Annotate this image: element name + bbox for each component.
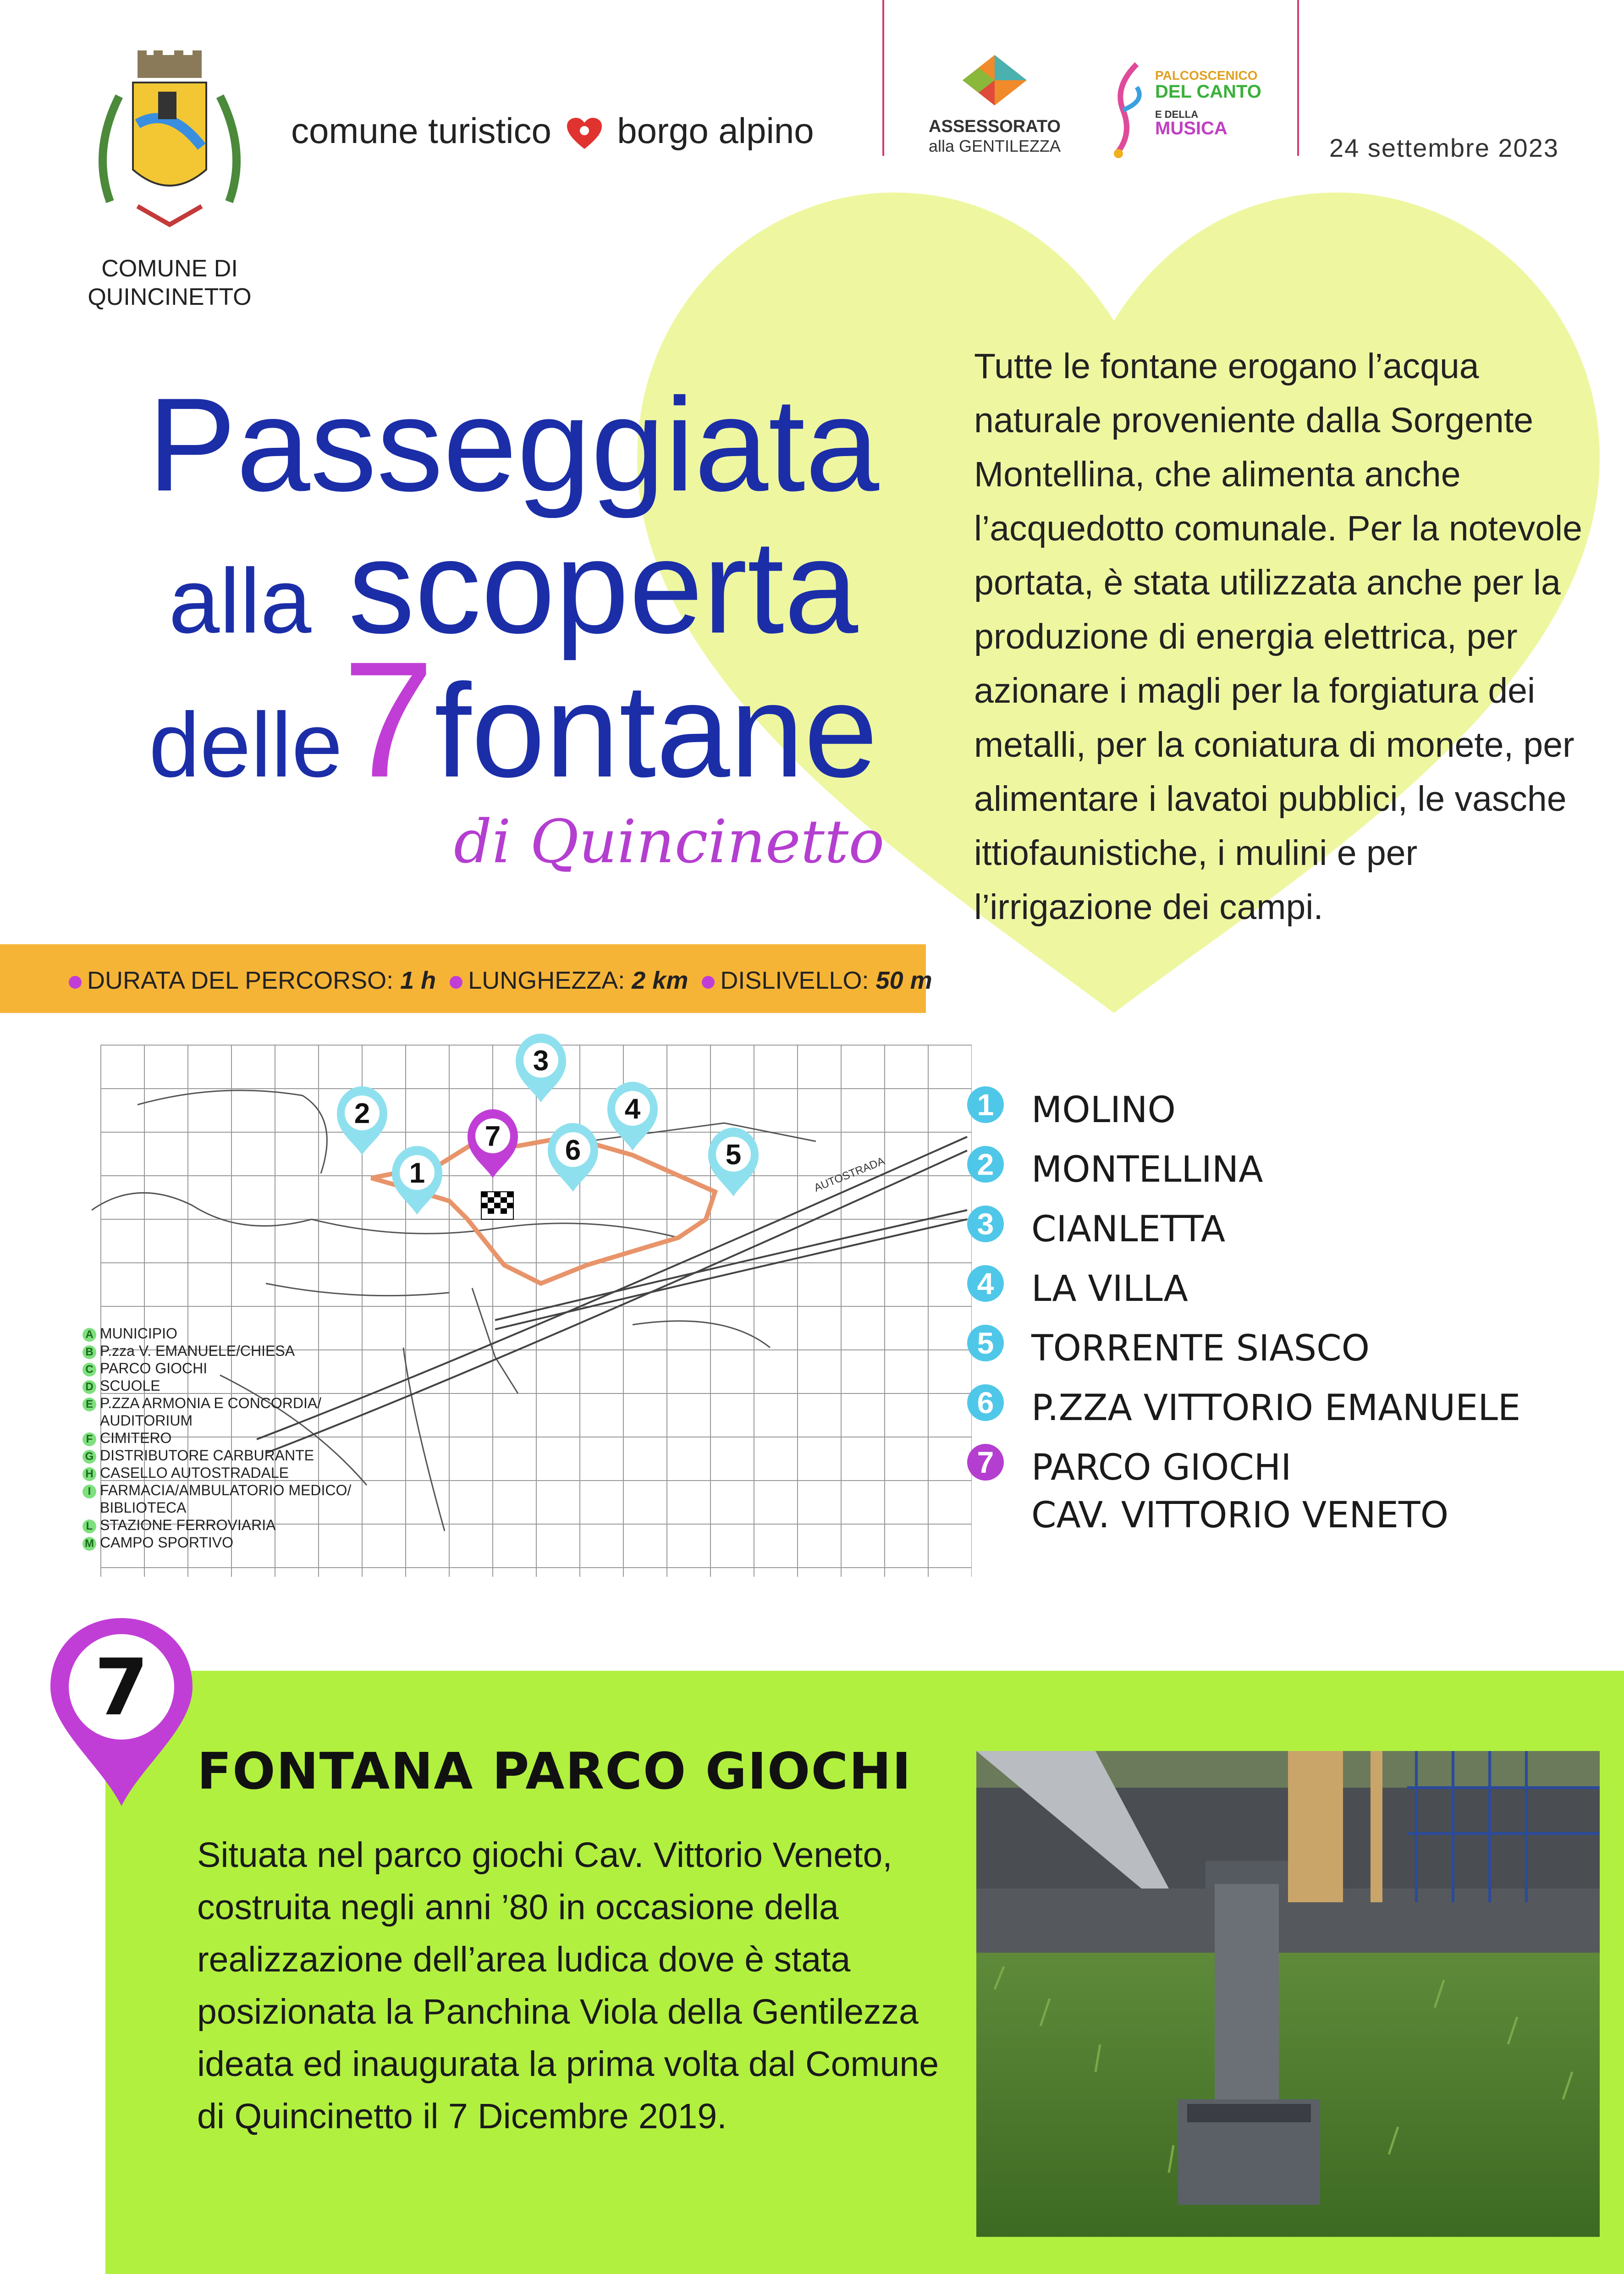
section-number: 7 bbox=[94, 1642, 149, 1733]
map-pin-2 bbox=[337, 1086, 387, 1155]
title-word: alla bbox=[168, 550, 312, 652]
map-pin-6 bbox=[548, 1123, 598, 1192]
legend-letter-icon: G bbox=[83, 1450, 96, 1464]
fountain-number-icon: 4 bbox=[967, 1265, 1004, 1302]
map-pin-icon bbox=[46, 1613, 197, 1811]
palco-line1: PALCOSCENICO bbox=[1155, 68, 1258, 83]
header-divider bbox=[882, 0, 884, 156]
legend-text: DISTRIBUTORE CARBURANTE bbox=[100, 1447, 314, 1464]
autostrada-label: AUTOSTRADA bbox=[812, 1155, 886, 1195]
tagline bbox=[291, 110, 814, 152]
legend-letter-icon: I bbox=[83, 1485, 96, 1498]
title-line2 bbox=[83, 512, 944, 670]
legend-letter-icon: F bbox=[83, 1432, 96, 1446]
fountain-item bbox=[967, 1384, 1618, 1432]
fountain-label: P.ZZA VITTORIO EMANUELE bbox=[1031, 1388, 1521, 1429]
fountain-number-icon: 1 bbox=[967, 1086, 1004, 1123]
map-pin-number: 6 bbox=[565, 1134, 581, 1166]
map-pin-number: 4 bbox=[624, 1093, 641, 1125]
palco-line2: DEL CANTO bbox=[1155, 82, 1261, 102]
fountain-item bbox=[967, 1325, 1618, 1372]
fountain-label: PARCO GIOCHI CAV. VITTORIO VENETO bbox=[1031, 1447, 1449, 1536]
legend-item bbox=[83, 1394, 367, 1412]
map-pin-4 bbox=[607, 1082, 658, 1151]
legend-text: PARCO GIOCHI bbox=[100, 1360, 208, 1377]
map-pin-1 bbox=[392, 1146, 442, 1215]
legend-item bbox=[83, 1325, 367, 1342]
legend-item bbox=[83, 1481, 367, 1499]
elevation-value: 50 m bbox=[875, 967, 932, 994]
legend-item bbox=[83, 1360, 367, 1377]
legend-text: CIMITERO bbox=[100, 1430, 172, 1446]
legend-text: FARMACIA/AMBULATORIO MEDICO/ bbox=[100, 1482, 352, 1498]
subtitle: di Quincinetto bbox=[454, 807, 885, 876]
legend-item bbox=[83, 1464, 367, 1481]
map-pin-number: 5 bbox=[725, 1139, 742, 1171]
legend-text: P.ZZA ARMONIA E CONCORDIA/ bbox=[100, 1395, 322, 1411]
fountain-label: MOLINO bbox=[1031, 1090, 1176, 1131]
legend-letter-icon: H bbox=[83, 1467, 96, 1481]
fountain-label: MONTELLINA bbox=[1031, 1149, 1263, 1190]
map-pin-number: 2 bbox=[354, 1098, 370, 1129]
assessorato-line1: ASSESSORATO bbox=[929, 117, 1061, 136]
map-legend bbox=[83, 1325, 367, 1551]
duration-value: 1 h bbox=[400, 967, 436, 994]
assessorato-line2: alla GENTILEZZA bbox=[928, 137, 1061, 155]
map-pin-3 bbox=[516, 1034, 566, 1102]
legend-item bbox=[83, 1342, 367, 1360]
map-pin-number: 3 bbox=[533, 1045, 549, 1077]
fountain-list bbox=[967, 1086, 1618, 1551]
assessorato-logo bbox=[926, 55, 1063, 156]
elevation-label: DISLIVELLO: bbox=[720, 967, 869, 994]
section-title: FONTANA PARCO GIOCHI bbox=[197, 1742, 912, 1800]
route-info-bar bbox=[0, 944, 932, 1013]
route-info bbox=[69, 966, 932, 995]
map-pin-number: 7 bbox=[484, 1121, 501, 1152]
section-body: Situata nel parco giochi Cav. Vittorio Veneto, costruita negli anni ’80 in occasione della realizzazione dell’area ludica dove è stata posizionata la Panchina Viola della Gentilezza ideata ed inaugurata la prima volta dal Comune di Quincinetto il 7 Dicembre 2019. bbox=[197, 1835, 939, 2136]
legend-item bbox=[83, 1447, 367, 1464]
legend-text: MUNICIPIO bbox=[100, 1325, 177, 1342]
legend-text: AUDITORIUM bbox=[100, 1412, 193, 1429]
fountain-label: CIANLETTA bbox=[1031, 1209, 1226, 1250]
legend-text: CASELLO AUTOSTRADALE bbox=[100, 1465, 289, 1481]
tagline-left: comune turistico bbox=[291, 110, 551, 151]
title-word: Passeggiata bbox=[147, 370, 880, 519]
fountain-number-icon: 3 bbox=[967, 1206, 1004, 1242]
fountain-number-icon: 6 bbox=[967, 1384, 1004, 1421]
legend-text: STAZIONE FERROVIARIA bbox=[100, 1517, 276, 1533]
fountain-item bbox=[967, 1206, 1618, 1253]
header-divider bbox=[1297, 0, 1299, 156]
legend-item bbox=[83, 1412, 367, 1429]
treble-clef-icon bbox=[1105, 60, 1155, 160]
map-pin-number: 1 bbox=[409, 1157, 425, 1189]
legend-letter-icon: D bbox=[83, 1380, 96, 1394]
comune-crest-logo bbox=[83, 50, 257, 252]
title-number: 7 bbox=[342, 628, 435, 812]
legend-item bbox=[83, 1429, 367, 1447]
fountain-item bbox=[967, 1265, 1618, 1313]
bullet-icon bbox=[450, 976, 462, 989]
legend-letter-icon: E bbox=[83, 1398, 96, 1411]
fountain-item bbox=[967, 1444, 1618, 1539]
duration-label: DURATA DEL PERCORSO: bbox=[87, 967, 394, 994]
bullet-icon bbox=[69, 976, 82, 989]
fountain-photo bbox=[976, 1751, 1600, 2237]
legend-text: CAMPO SPORTIVO bbox=[100, 1534, 234, 1551]
bullet-icon bbox=[702, 976, 715, 989]
fountain-label: TORRENTE SIASCO bbox=[1031, 1328, 1370, 1369]
fountain-number-icon: 7 bbox=[967, 1444, 1004, 1481]
palcoscenico-logo bbox=[1105, 60, 1279, 160]
legend-letter-icon: B bbox=[83, 1345, 96, 1359]
comune-label: COMUNE DI QUINCINETTO bbox=[88, 255, 252, 310]
legend-item bbox=[83, 1377, 367, 1394]
legend-letter-icon: L bbox=[83, 1520, 96, 1533]
palco-line4: MUSICA bbox=[1155, 118, 1228, 138]
description-text: Tutte le fontane erogano l’acqua naturale proveniente dalla Sorgente Montellina, che alimenta anche l’acquedotto comunale. Per la notevole portata, è stata utilizzata anche per la produzione di energia elettrica, per azionare i magli per la forgiatura dei metalli, per la coniatura di monete, per alimentare i lavatoi pubblici, le vasche ittiofaunistiche, i mulini e per l’irrigazione dei campi. bbox=[974, 347, 1582, 927]
legend-letter-icon: C bbox=[83, 1363, 96, 1377]
legend-item bbox=[83, 1534, 367, 1551]
edelweiss-heart-icon bbox=[566, 117, 603, 150]
legend-item bbox=[83, 1516, 367, 1534]
finish-flag-icon bbox=[481, 1192, 513, 1219]
legend-item bbox=[83, 1499, 367, 1516]
length-label: LUNGHEZZA: bbox=[468, 967, 625, 994]
tagline-right: borgo alpino bbox=[617, 110, 814, 151]
map-pin-7 bbox=[468, 1109, 518, 1178]
legend-letter-icon: A bbox=[83, 1328, 96, 1342]
palco-line3: E DELLA bbox=[1155, 109, 1199, 120]
length-value: 2 km bbox=[632, 967, 688, 994]
title-word: fontane bbox=[434, 656, 878, 805]
fountain-item bbox=[967, 1086, 1618, 1134]
title-word: delle bbox=[149, 694, 343, 796]
fountain-label: LA VILLA bbox=[1031, 1268, 1188, 1310]
map-pin-5 bbox=[708, 1128, 759, 1196]
fountain-number-icon: 2 bbox=[967, 1146, 1004, 1183]
title-word: scoperta bbox=[348, 512, 859, 661]
date: 24 settembre 2023 bbox=[1329, 133, 1559, 162]
fountain-number-icon: 5 bbox=[967, 1325, 1004, 1361]
title-line3 bbox=[83, 628, 944, 814]
title-line1 bbox=[83, 370, 944, 519]
legend-letter-icon: M bbox=[83, 1537, 96, 1551]
fountain-item bbox=[967, 1146, 1618, 1194]
gentilezza-diamond-icon bbox=[963, 55, 1027, 115]
legend-text: P.zza V. EMANUELE/CHIESA bbox=[100, 1343, 295, 1359]
legend-text: SCUOLE bbox=[100, 1377, 160, 1394]
legend-text: BIBLIOTECA bbox=[100, 1499, 187, 1516]
